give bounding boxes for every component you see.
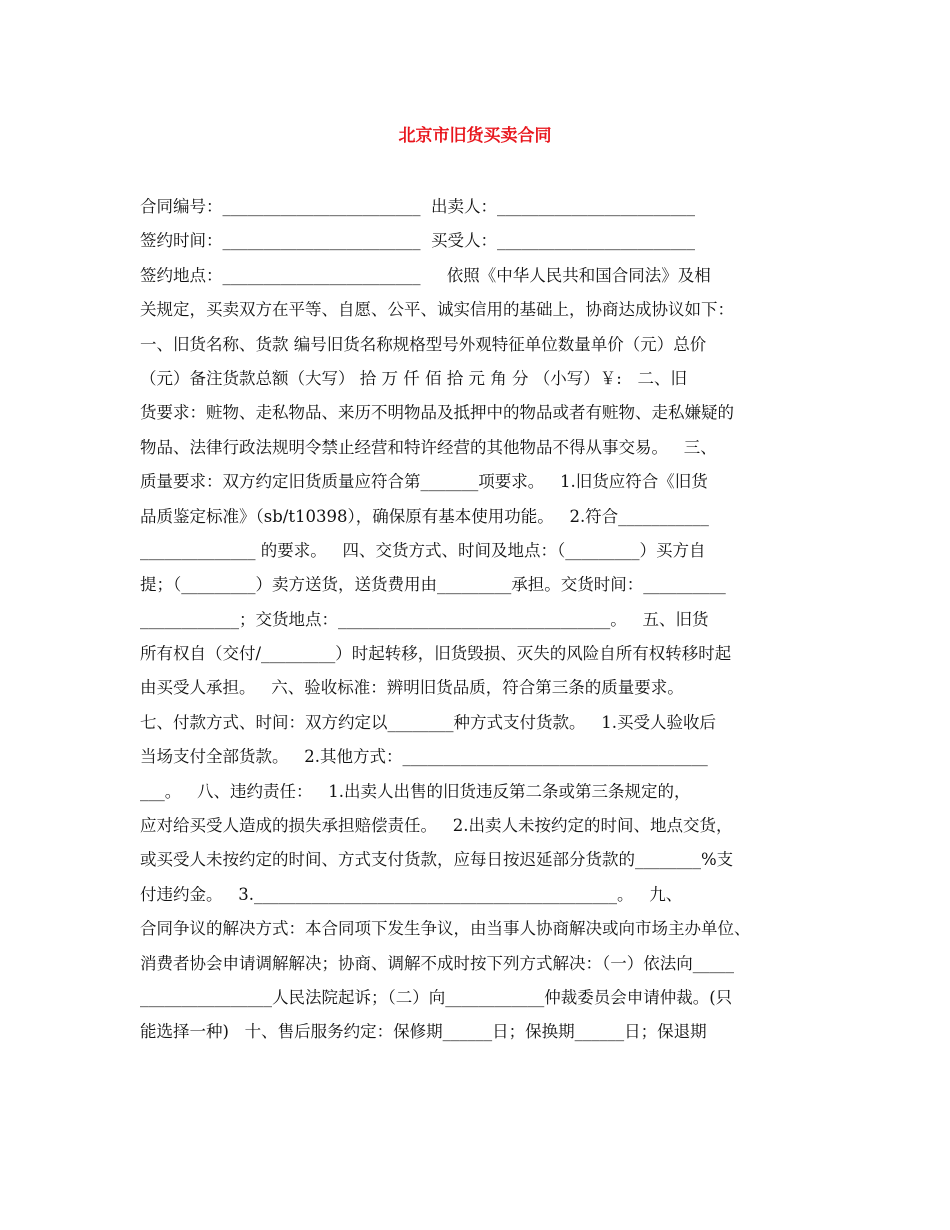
body-line: 签约地点：________________________ 依照《中华人民共和国合同法》及相	[140, 265, 711, 285]
body-line: ________________人民法院起诉；（二）向____________仲裁委员会申请仲裁。(只	[140, 987, 733, 1007]
body-line: 合同编号：________________________ 出卖人：________________________	[140, 197, 695, 216]
contract-body	[140, 190, 812, 1050]
body-line: 一、旧货名称、货款 编号旧货名称规格型号外观特征单位数量单价（元）总价	[140, 334, 707, 354]
body-line: 由买受人承担。 六、验收标准：辨明旧货品质，符合第三条的质量要求。	[140, 678, 684, 698]
body-line: 当场支付全部货款。 2.其他方式：_____________________________________	[140, 747, 708, 767]
body-line: 付违约金。 3.____________________________________________。 九、	[140, 884, 683, 904]
body-line: 物品、法律行政法规明令禁止经营和特许经营的其他物品不得从事交易。 三、	[140, 437, 717, 457]
body-line: 签约时间：________________________ 买受人：________________________	[140, 231, 695, 251]
body-line: 关规定，买卖双方在平等、自愿、公平、诚实信用的基础上，协商达成协议如下：	[140, 300, 734, 320]
body-line: ______________ 的要求。 四、交货方式、时间及地点：（_________）买方自	[140, 540, 706, 560]
body-line: （元）备注货款总额（大写） 拾 万 仟 佰 拾 元 角 分 （小写）￥: 二、旧	[140, 368, 687, 388]
body-line: 或买受人未按约定的时间、方式支付货款，应每日按迟延部分货款的________%支	[140, 850, 734, 870]
body-line: 消费者协会申请调解解决；协商、调解不成时按下列方式解决：（一）依法向_____	[140, 953, 734, 973]
body-line: 能选择一种) 十、售后服务约定：保修期______日；保换期______日；保退期	[140, 1022, 707, 1042]
body-line: 提；（_________）卖方送货，送货费用由_________承担。交货时间：__________	[140, 575, 726, 595]
document-title: 北京市旧货买卖合同	[398, 126, 552, 146]
body-line: 货要求：赃物、走私物品、来历不明物品及抵押中的物品或者有赃物、走私嫌疑的	[140, 403, 734, 423]
body-line: ___。 八、违约责任： 1.出卖人出售的旧货违反第二条或第三条规定的，	[140, 781, 691, 801]
body-line: 七、付款方式、时间：双方约定以________种方式支付货款。 1.买受人验收后	[140, 712, 716, 732]
body-line: 应对给买受人造成的损失承担赔偿责任。 2.出卖人未按约定的时间、地点交货，	[140, 816, 733, 836]
body-line: 所有权自（交付/_________）时起转移，旧货毁损、灭失的风险自所有权转移时起	[140, 644, 732, 664]
body-line: ____________；交货地点：_________________________________。 五、旧货	[140, 609, 709, 629]
body-line: 品质鉴定标准》（sb/t10398），确保原有基本使用功能。 2.符合___________	[140, 506, 709, 526]
body-line: 质量要求：双方约定旧货质量应符合第_______项要求。 1.旧货应符合《旧货	[140, 472, 708, 492]
body-line: 合同争议的解决方式：本合同项下发生争议，由当事人协商解决或向市场主办单位、	[140, 919, 751, 939]
